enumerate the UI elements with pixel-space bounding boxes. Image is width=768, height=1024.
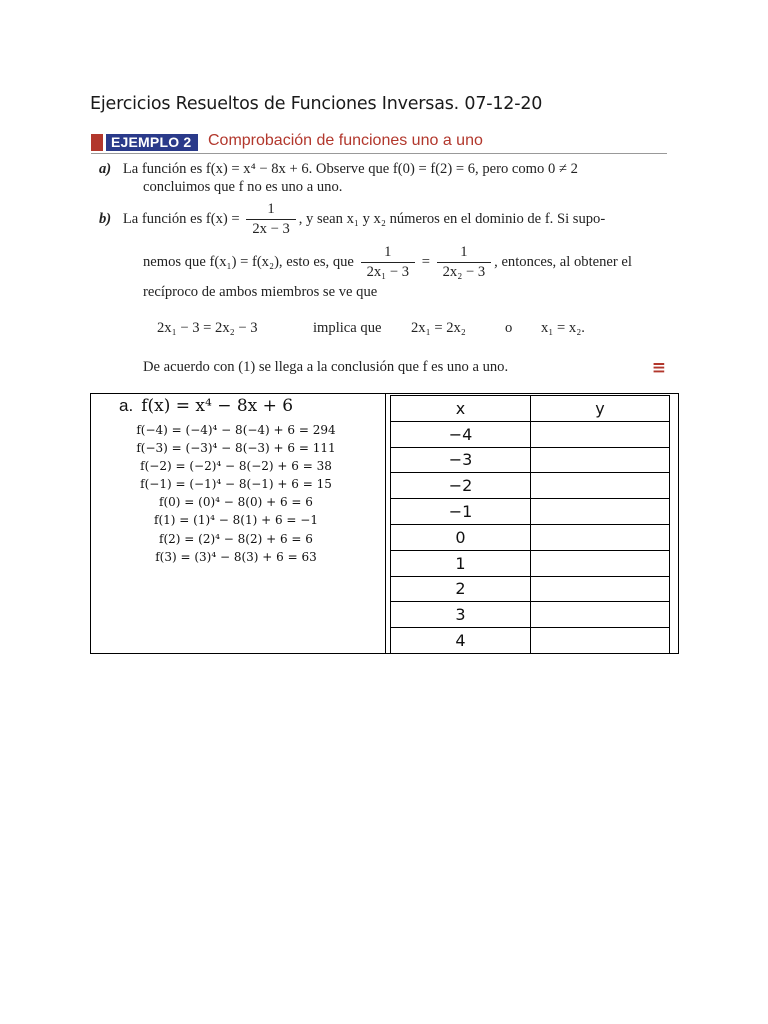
textbook-excerpt [91,128,676,380]
table-row [391,499,670,525]
part-b-text2-post: , entonces, al obtener el [494,253,632,270]
x-cell: −3 [391,447,531,473]
implication-word: implica que [313,320,382,336]
column-header-x: x [391,396,531,422]
table-row [391,602,670,628]
y-cell[interactable] [531,550,670,576]
page-title: Ejercicios Resueltos de Funciones Inversas. 07-12-20 [90,94,543,114]
table-row [391,576,670,602]
function-formula: f(x) = x⁴ − 8x + 6 [141,396,294,416]
part-b-text1-post: , y sean x₁ y x₂ números en el dominio de f. Si supo- [298,210,606,227]
function-heading [119,396,293,416]
evaluation-line: f(3) = (3)⁴ − 8(3) + 6 = 63 [155,549,317,564]
fraction-one [246,200,295,239]
part-b-line2 [143,243,632,282]
x-cell: −4 [391,421,531,447]
evaluation-line: f(−3) = (−3)⁴ − 8(−3) + 6 = 111 [136,441,336,456]
part-a-label: a) [99,161,112,177]
exercise-prefix: a. [119,396,134,415]
x-cell: −1 [391,499,531,525]
x-cell: 4 [391,628,531,654]
part-b-text1-pre: La función es f(x) = [122,210,240,227]
y-cell[interactable] [531,421,670,447]
part-b-line1 [99,200,605,239]
header-divider [91,153,667,154]
box-divider [382,393,386,654]
evaluation-line: f(−4) = (−4)⁴ − 8(−4) + 6 = 294 [136,423,336,437]
implication-middle: 2x₁ = 2x₂ [411,320,466,336]
y-cell[interactable] [531,524,670,550]
evaluation-line: f(−2) = (−2)⁴ − 8(−2) + 6 = 38 [140,459,332,474]
evaluation-line: f(0) = (0)⁴ − 8(0) + 6 = 6 [159,495,313,510]
accent-bar [91,134,103,151]
equals-sign: = [421,253,430,270]
example-header [91,128,669,154]
table-row [391,628,670,654]
conclusion-text: De acuerdo con (1) se llega a la conclusión que f es uno a uno. [143,359,509,375]
table-header-row [391,396,670,422]
evaluation-line: f(2) = (2)⁴ − 8(2) + 6 = 6 [159,531,313,546]
fraction-one-numerator: 1 [246,200,295,220]
fraction-three-denominator: 2x₂ − 3 [442,264,486,280]
table-row [391,550,670,576]
part-a-text1: La función es f(x) = x⁴ − 8x + 6. Observe que f(0) = f(2) = 6, pero como 0 ≠ 2 [122,161,578,177]
y-cell[interactable] [531,628,670,654]
fraction-two-denominator: 2x₁ − 3 [366,264,410,280]
x-cell: 2 [391,576,531,602]
fraction-one-denominator: 2x − 3 [252,221,290,237]
fraction-two-numerator: 1 [361,243,416,263]
part-b-label: b) [99,210,112,227]
part-b-text2-pre: nemos que f(x₁) = f(x₂), esto es, que [143,253,354,270]
column-header-y: y [531,396,670,422]
xy-table [390,395,670,654]
example-heading: Comprobación de funciones uno a uno [208,132,483,149]
table-row [391,421,670,447]
implication-right: x₁ = x₂. [541,320,585,336]
part-a-line1 [99,161,578,178]
part-b-line3: recíproco de ambos miembros se ve que [143,284,378,300]
table-row [391,524,670,550]
y-cell[interactable] [531,576,670,602]
worked-exercise-box [90,393,386,654]
x-cell: 1 [391,550,531,576]
table-row [391,473,670,499]
y-cell[interactable] [531,447,670,473]
x-cell: 0 [391,524,531,550]
y-cell[interactable] [531,499,670,525]
three-bars-icon: ≡ [651,358,666,378]
part-a-line2: concluimos que f no es uno a uno. [143,179,343,195]
x-cell: 3 [391,602,531,628]
table-row [391,447,670,473]
fraction-three-numerator: 1 [437,243,492,263]
implication-or: o [505,320,513,336]
evaluation-line: f(1) = (1)⁴ − 8(1) + 6 = −1 [154,513,318,528]
fraction-two [361,243,416,282]
y-cell[interactable] [531,473,670,499]
example-badge: EJEMPLO 2 [106,134,198,151]
x-cell: −2 [391,473,531,499]
evaluation-line: f(−1) = (−1)⁴ − 8(−1) + 6 = 15 [140,477,332,492]
implication-left: 2x₁ − 3 = 2x₂ − 3 [157,320,258,336]
y-cell[interactable] [531,602,670,628]
evaluation-list [91,421,381,566]
fraction-three [437,243,492,282]
